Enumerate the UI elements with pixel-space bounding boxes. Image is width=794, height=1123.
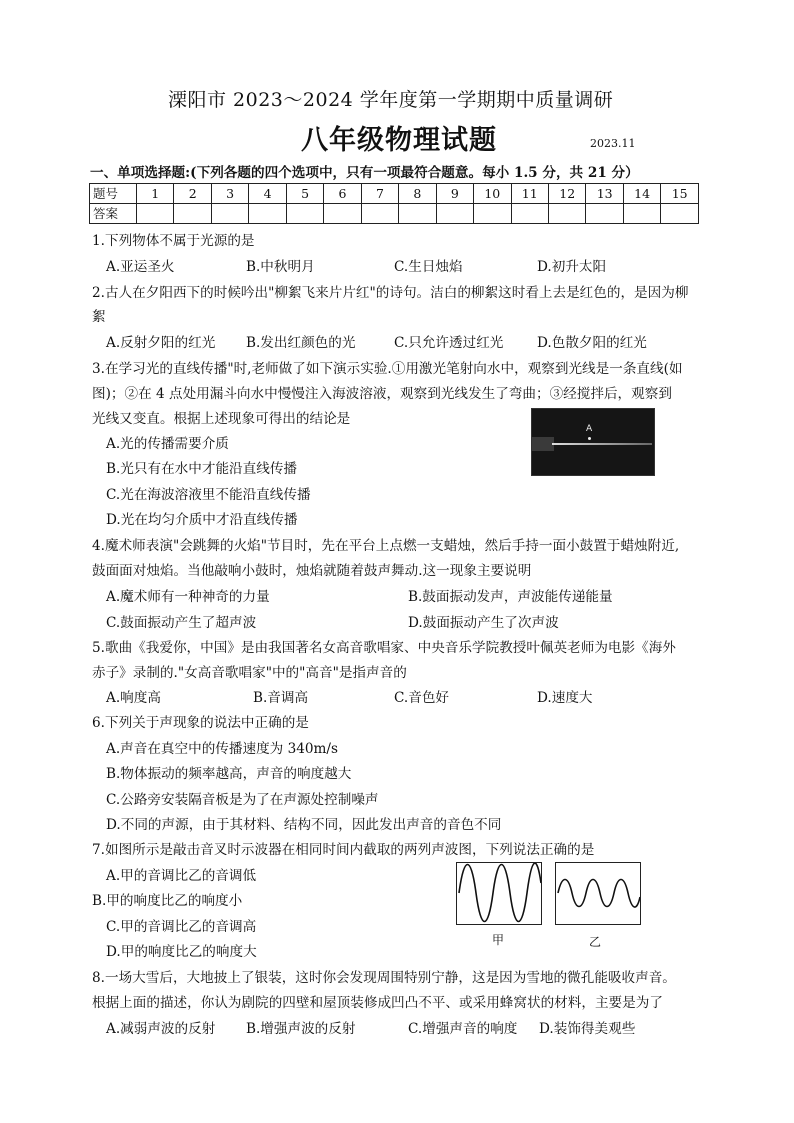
exam-title: 八年级物理试题 xyxy=(301,125,497,156)
question-8-option-a: A.减弱声波的反射 xyxy=(106,1021,216,1037)
number-cell: 12 xyxy=(548,184,585,204)
waveform-yi-label: 乙 xyxy=(589,935,602,949)
question-2-stem-line2: 絮 xyxy=(92,309,106,325)
laser-beam-photo xyxy=(531,408,655,476)
number-cell: 4 xyxy=(249,184,286,204)
question-3-option-b: B.光只有在水中才能沿直线传播 xyxy=(106,461,298,477)
question-5-option-b: B.音调高 xyxy=(253,690,309,706)
question-7-stem: 7.如图所示是敲击音叉时示波器在相同时间内截取的两列声波图，下列说法正确的是 xyxy=(92,842,595,858)
number-cell: 10 xyxy=(474,184,511,204)
question-2-option-d: D.色散夕阳的红光 xyxy=(537,335,647,351)
waveform-yi-curve xyxy=(558,880,640,908)
number-cell: 15 xyxy=(661,184,699,204)
question-2-option-c: C.只允许透过红光 xyxy=(394,335,504,351)
answer-cell[interactable] xyxy=(361,204,398,224)
question-3-stem-line2: 图)；②在 4 点处用漏斗向水中慢慢注入海波溶液，观察到光线发生了弯曲；③经搅拌后，观察到 xyxy=(92,386,672,402)
question-3-stem-line3: 光线又变直。根据上述现象可得出的结论是 xyxy=(92,411,351,427)
question-5-option-c: C.音色好 xyxy=(394,690,450,706)
answer-cell[interactable] xyxy=(661,204,699,224)
answer-row-label: 答案 xyxy=(90,204,137,224)
question-8-option-c: C.增强声音的响度 xyxy=(408,1021,518,1037)
number-cell: 2 xyxy=(174,184,211,204)
answer-table xyxy=(89,183,699,224)
question-7-option-a: A.甲的音调比乙的音调低 xyxy=(106,868,257,884)
number-cell: 3 xyxy=(211,184,248,204)
section-heading: 一、单项选择题:(下列各题的四个选项中，只有一项最符合题意。每小 1.5 分，共 21 分） xyxy=(90,165,639,181)
number-cell: 1 xyxy=(137,184,174,204)
question-1-option-a: A.亚运圣火 xyxy=(106,259,175,275)
question-2-option-b: B.发出红颜色的光 xyxy=(246,335,356,351)
question-6-option-b: B.物体振动的频率越高，声音的响度越大 xyxy=(106,766,352,782)
number-cell: 8 xyxy=(399,184,436,204)
question-8-stem-line2: 根据上面的描述，你认为剧院的四壁和屋顶装修成凹凸不平、或采用蜂窝状的材料，主要是为了 xyxy=(92,995,663,1011)
question-7-option-d: D.甲的响度比乙的响度大 xyxy=(106,944,257,960)
question-1-stem: 1.下列物体不属于光源的是 xyxy=(92,233,255,249)
answer-table-number-row xyxy=(90,184,699,204)
answer-cell[interactable] xyxy=(211,204,248,224)
answer-table-answer-row xyxy=(90,204,699,224)
question-4-option-a: A.魔术师有一种神奇的力量 xyxy=(106,589,270,605)
waveform-yi-svg xyxy=(556,863,640,924)
answer-cell[interactable] xyxy=(249,204,286,224)
question-4-stem-line2: 鼓面面对烛焰。当他敲响小鼓时，烛焰就随着鼓声舞动.这一现象主要说明 xyxy=(92,563,532,579)
number-row-label: 题号 xyxy=(90,184,137,204)
question-2-option-a: A.反射夕阳的红光 xyxy=(106,335,216,351)
question-3-stem-line1: 3.在学习光的直线传播"时,老师做了如下演示实验.①用激光笔射向水中，观察到光线是一条直线(如 xyxy=(92,361,683,377)
question-2-stem-line1: 2.古人在夕阳西下的时候吟出"柳絮飞来片片红"的诗句。洁白的柳絮这时看上去是红色的，是因为柳 xyxy=(92,285,689,301)
question-8-option-d: D.装饰得美观些 xyxy=(539,1021,636,1037)
laser-beam-line xyxy=(552,443,652,445)
answer-cell[interactable] xyxy=(399,204,436,224)
waveform-jia-curve xyxy=(459,863,541,921)
figure-point-dot xyxy=(588,437,591,440)
waveform-jia xyxy=(456,862,542,925)
number-cell: 6 xyxy=(324,184,361,204)
number-cell: 14 xyxy=(623,184,660,204)
question-8-stem-line1: 8.一场大雪后，大地披上了银装，这时你会发现周围特别宁静，这是因为雪地的微孔能吸收声音。 xyxy=(92,970,676,986)
number-cell: 7 xyxy=(361,184,398,204)
question-6-option-d: D.不同的声源，由于其材料、结构不同，因此发出声音的音色不同 xyxy=(106,817,502,833)
number-cell: 13 xyxy=(586,184,623,204)
question-6-stem: 6.下列关于声现象的说法中正确的是 xyxy=(92,715,309,731)
waveform-yi xyxy=(555,862,641,925)
question-4-option-c: C.鼓面振动产生了超声波 xyxy=(106,615,257,631)
number-cell: 5 xyxy=(286,184,323,204)
question-1-option-b: B.中秋明月 xyxy=(246,259,315,275)
question-5-option-a: A.响度高 xyxy=(106,690,161,706)
question-7-option-c: C.甲的音调比乙的音调高 xyxy=(106,919,257,935)
question-3-option-a: A.光的传播需要介质 xyxy=(106,436,229,452)
question-6-option-a: A.声音在真空中的传播速度为 340m/s xyxy=(106,741,338,757)
question-4-option-d: D.鼓面振动产生了次声波 xyxy=(408,615,559,631)
question-4-stem-line1: 4.魔术师表演"会跳舞的火焰"节目时，先在平台上点燃一支蜡烛，然后手持一面小鼓置于蜡烛附近, xyxy=(92,538,680,554)
answer-cell[interactable] xyxy=(137,204,174,224)
laser-pointer-shape xyxy=(532,437,554,451)
number-cell: 9 xyxy=(436,184,473,204)
answer-cell[interactable] xyxy=(511,204,548,224)
waveform-jia-label: 甲 xyxy=(492,933,505,947)
answer-cell[interactable] xyxy=(174,204,211,224)
waveform-jia-svg xyxy=(457,863,541,924)
answer-cell[interactable] xyxy=(474,204,511,224)
question-3-option-c: C.光在海波溶液里不能沿直线传播 xyxy=(106,487,311,503)
figure-point-label: A xyxy=(586,424,593,434)
question-8-option-b: B.增强声波的反射 xyxy=(246,1021,356,1037)
question-7-option-b: B.甲的响度比乙的响度小 xyxy=(92,893,243,909)
question-4-option-b: B.鼓面振动发声，声波能传递能量 xyxy=(408,589,613,605)
answer-cell[interactable] xyxy=(324,204,361,224)
question-5-option-d: D.速度大 xyxy=(537,690,593,706)
question-5-stem-line2: 赤子》录制的."女高音歌唱家"中的"高音"是指声音的 xyxy=(92,665,407,681)
answer-cell[interactable] xyxy=(586,204,623,224)
answer-cell[interactable] xyxy=(548,204,585,224)
question-5-stem-line1: 5.歌曲《我爱你，中国》是由我国著名女高音歌唱家、中央音乐学院教授叶佩英老师为电影《海外 xyxy=(92,640,676,656)
exam-date: 2023.11 xyxy=(590,137,636,150)
question-3-option-d: D.光在均匀介质中才沿直线传播 xyxy=(106,512,298,528)
answer-cell[interactable] xyxy=(286,204,323,224)
question-1-option-d: D.初升太阳 xyxy=(537,259,607,275)
answer-cell[interactable] xyxy=(623,204,660,224)
question-1-option-c: C.生日烛焰 xyxy=(394,259,463,275)
answer-cell[interactable] xyxy=(436,204,473,224)
number-cell: 11 xyxy=(511,184,548,204)
question-6-option-c: C.公路旁安装隔音板是为了在声源处控制噪声 xyxy=(106,792,379,808)
exam-header: 溧阳市 2023～2024 学年度第一学期期中质量调研 xyxy=(168,89,614,111)
